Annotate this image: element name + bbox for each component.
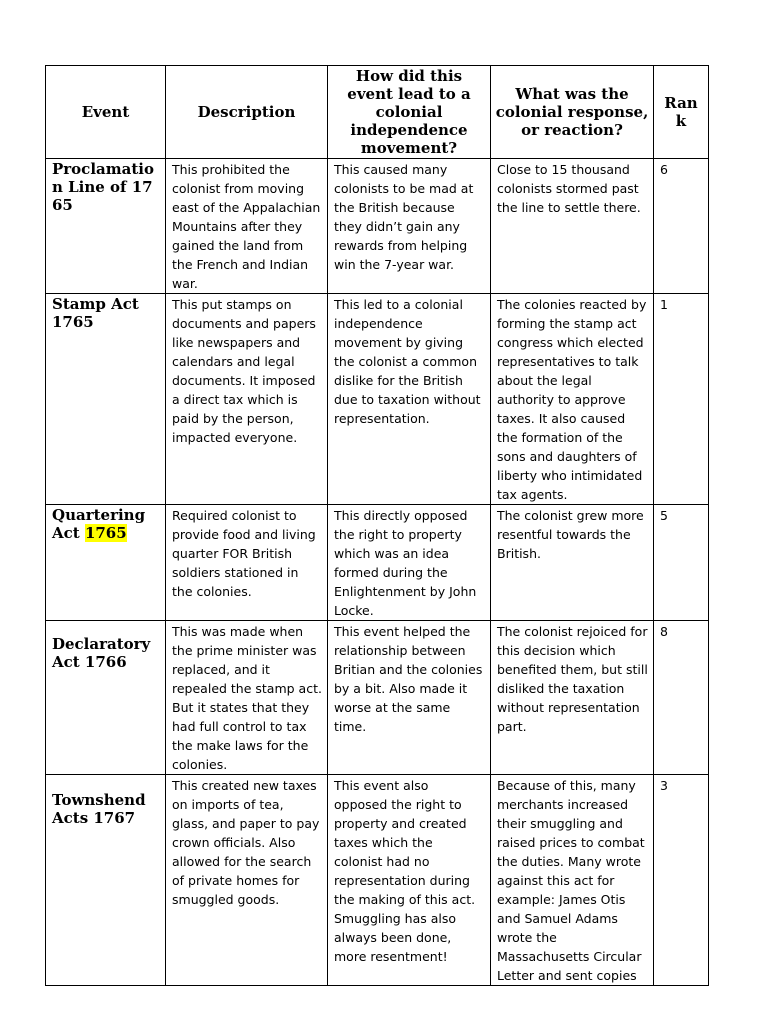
- table-row: [46, 294, 709, 505]
- header-description: Description: [166, 66, 328, 159]
- description-cell: This was made when the prime minister was replaced, and it repealed the stamp act. But it states that they had full control to tax the make laws for the colonies.: [166, 621, 328, 775]
- rank-cell: 3: [654, 775, 709, 986]
- response-cell: The colonist grew more resentful towards the British.: [491, 505, 654, 621]
- movement-cell: This event helped the relationship between Britian and the colonies by a bit. Also made it worse at the same time.: [328, 621, 491, 775]
- event-name: Townshend Acts 1767: [52, 791, 146, 827]
- event-name: Quartering Act: [52, 506, 146, 542]
- description-cell: Required colonist to provide food and living quarter FOR British soldiers stationed in the colonies.: [166, 505, 328, 621]
- event-cell: [46, 159, 166, 294]
- header-rank: Ran k: [654, 66, 709, 159]
- event-cell: [46, 505, 166, 621]
- table-row: [46, 775, 709, 986]
- response-cell: The colonist rejoiced for this decision which benefited them, but still disliked the taxation without representation part.: [491, 621, 654, 775]
- rank-cell: 8: [654, 621, 709, 775]
- header-event: Event: [46, 66, 166, 159]
- description-cell: This prohibited the colonist from moving east of the Appalachian Mountains after they gained the land from the French and Indian war.: [166, 159, 328, 294]
- response-cell: Close to 15 thousand colonists stormed past the line to settle there.: [491, 159, 654, 294]
- movement-cell: This directly opposed the right to property which was an idea formed during the Enlightenment by John Locke.: [328, 505, 491, 621]
- event-name: Declaratory Act 1766: [52, 635, 151, 671]
- event-name: Proclamation Line of 1765: [52, 160, 154, 214]
- response-cell: Because of this, many merchants increased their smuggling and raised prices to combat the duties. Many wrote against this act for example: James Otis and Samuel Adams wrote the Massachusetts Circular Letter and sent copies: [491, 775, 654, 986]
- rank-cell: 6: [654, 159, 709, 294]
- rank-cell: 5: [654, 505, 709, 621]
- header-row: [46, 66, 709, 159]
- description-cell: This created new taxes on imports of tea, glass, and paper to pay crown officials. Also allowed for the search of private homes for smuggled goods.: [166, 775, 328, 986]
- event-cell: [46, 294, 166, 505]
- table-row: [46, 159, 709, 294]
- table-row: [46, 505, 709, 621]
- event-cell: [46, 775, 166, 986]
- events-table: [45, 65, 709, 986]
- movement-cell: This led to a colonial independence movement by giving the colonist a common dislike for the British due to taxation without representation.: [328, 294, 491, 505]
- event-name: Stamp Act 1765: [52, 295, 139, 331]
- rank-cell: 1: [654, 294, 709, 505]
- table-row: [46, 621, 709, 775]
- movement-cell: This caused many colonists to be mad at the British because they didn’t gain any rewards from helping win the 7-year war.: [328, 159, 491, 294]
- header-response: What was the colonial response, or reaction?: [491, 66, 654, 159]
- description-cell: This put stamps on documents and papers like newspapers and calendars and legal documents. It imposed a direct tax which is paid by the person, impacted everyone.: [166, 294, 328, 505]
- movement-cell: This event also opposed the right to property and created taxes which the colonist had no representation during the making of this act. Smuggling has also always been done, more resentment!: [328, 775, 491, 986]
- response-cell: The colonies reacted by forming the stamp act congress which elected representatives to talk about the legal authority to approve taxes. It also caused the formation of the sons and daughters of liberty who intimidated tax agents.: [491, 294, 654, 505]
- event-cell: [46, 621, 166, 775]
- highlighted-year: 1765: [84, 524, 127, 542]
- header-movement: How did this event lead to a colonial independence movement?: [328, 66, 491, 159]
